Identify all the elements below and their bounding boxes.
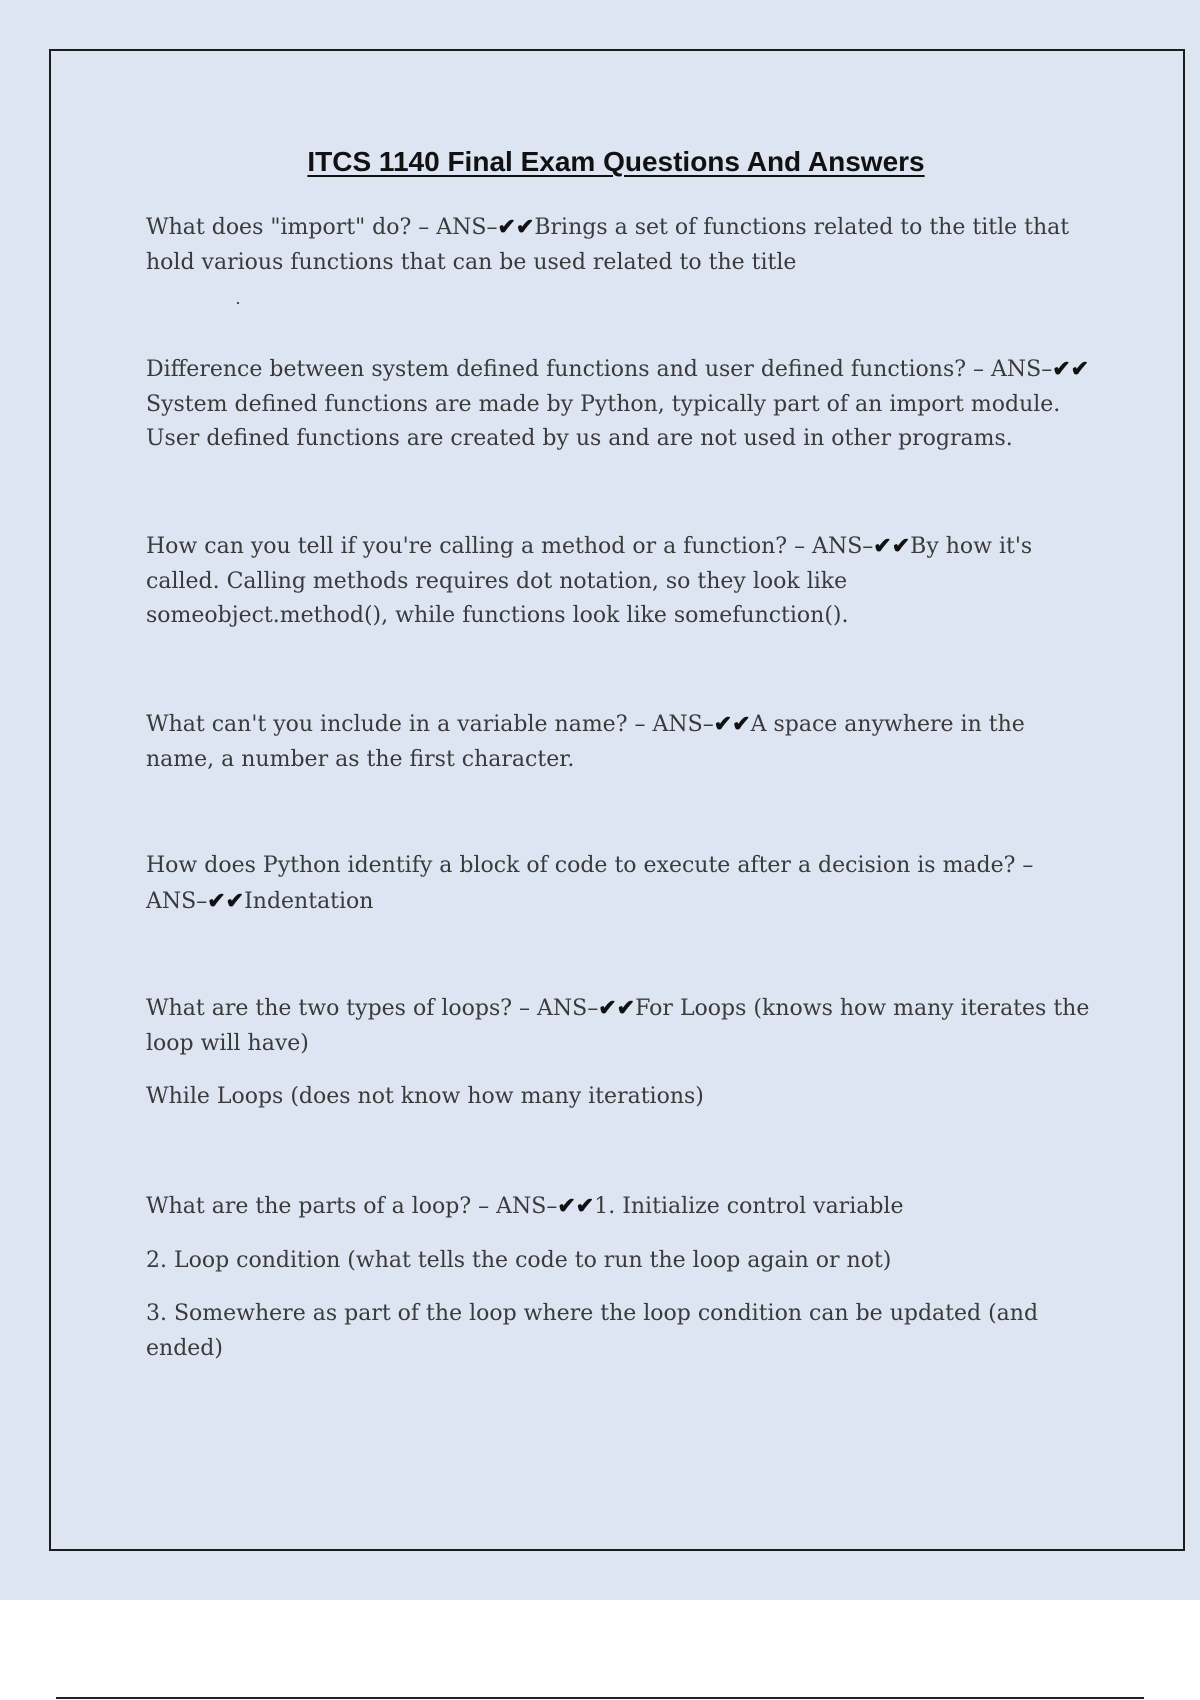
question-text: Difference between system defined functions and user defined functions? – ANS–: [146, 357, 1053, 382]
qa-item-4: [146, 707, 1096, 777]
answer-text: By how it's called. Calling methods requires dot notation, so they look like someobject.method(), while functions look like somefunction().: [146, 534, 1033, 628]
check-mark-icon: ✔✔: [873, 533, 911, 559]
qa-item-2: [146, 352, 1096, 457]
answer-text: Indentation: [244, 888, 374, 914]
question-text: What can't you include in a variable name? – ANS–: [146, 712, 714, 737]
question-text: What are the parts of a loop? – ANS–: [146, 1194, 558, 1219]
check-mark-icon: ✔✔: [598, 995, 636, 1021]
check-mark-icon: ✔✔: [557, 1193, 595, 1219]
qa-item-1: [146, 210, 1096, 280]
answer-text: 1. Initialize control variable: [594, 1194, 904, 1219]
check-mark-icon: ✔✔: [497, 214, 535, 240]
check-mark-icon: ✔✔: [207, 887, 245, 914]
check-mark-icon: ✔✔: [713, 711, 751, 737]
question-text: What are the two types of loops? – ANS–: [146, 996, 599, 1021]
check-mark-icon: ✔✔: [1052, 356, 1090, 382]
question-text: How does Python identify a block of code to execute after a decision is made? – ANS–: [146, 853, 1034, 914]
qa-item-7-continuation: 2. Loop condition (what tells the code to run the loop again or not): [146, 1248, 892, 1273]
qa-item-6-continuation: While Loops (does not know how many iterations): [146, 1084, 704, 1109]
qa-item-6: [146, 991, 1096, 1061]
qa-item-3: [146, 529, 1096, 634]
qa-item-7-continuation-2: 3. Somewhere as part of the loop where the loop condition can be updated (and ended): [146, 1301, 1039, 1361]
answer-text: A space anywhere in the name, a number as the first character.: [146, 712, 1025, 772]
qa-item-5: [146, 849, 1096, 919]
qa-item-7: [146, 1189, 1096, 1225]
footer-rule: [56, 1697, 1144, 1699]
answer-text: Brings a set of functions related to the title that hold various functions that can be used related to the title: [146, 215, 1070, 275]
question-text: How can you tell if you're calling a method or a function? – ANS–: [146, 534, 874, 559]
document-title: ITCS 1140 Final Exam Questions And Answers: [307, 146, 925, 177]
answer-text: System defined functions are made by Python, typically part of an import module. User defined functions are created by us and are not used in other programs.: [146, 391, 1061, 451]
answer-text: For Loops (knows how many iterates the loop will have): [146, 996, 1090, 1056]
question-text: What does "import" do? – ANS–: [146, 215, 498, 240]
stray-dot: [237, 302, 239, 304]
